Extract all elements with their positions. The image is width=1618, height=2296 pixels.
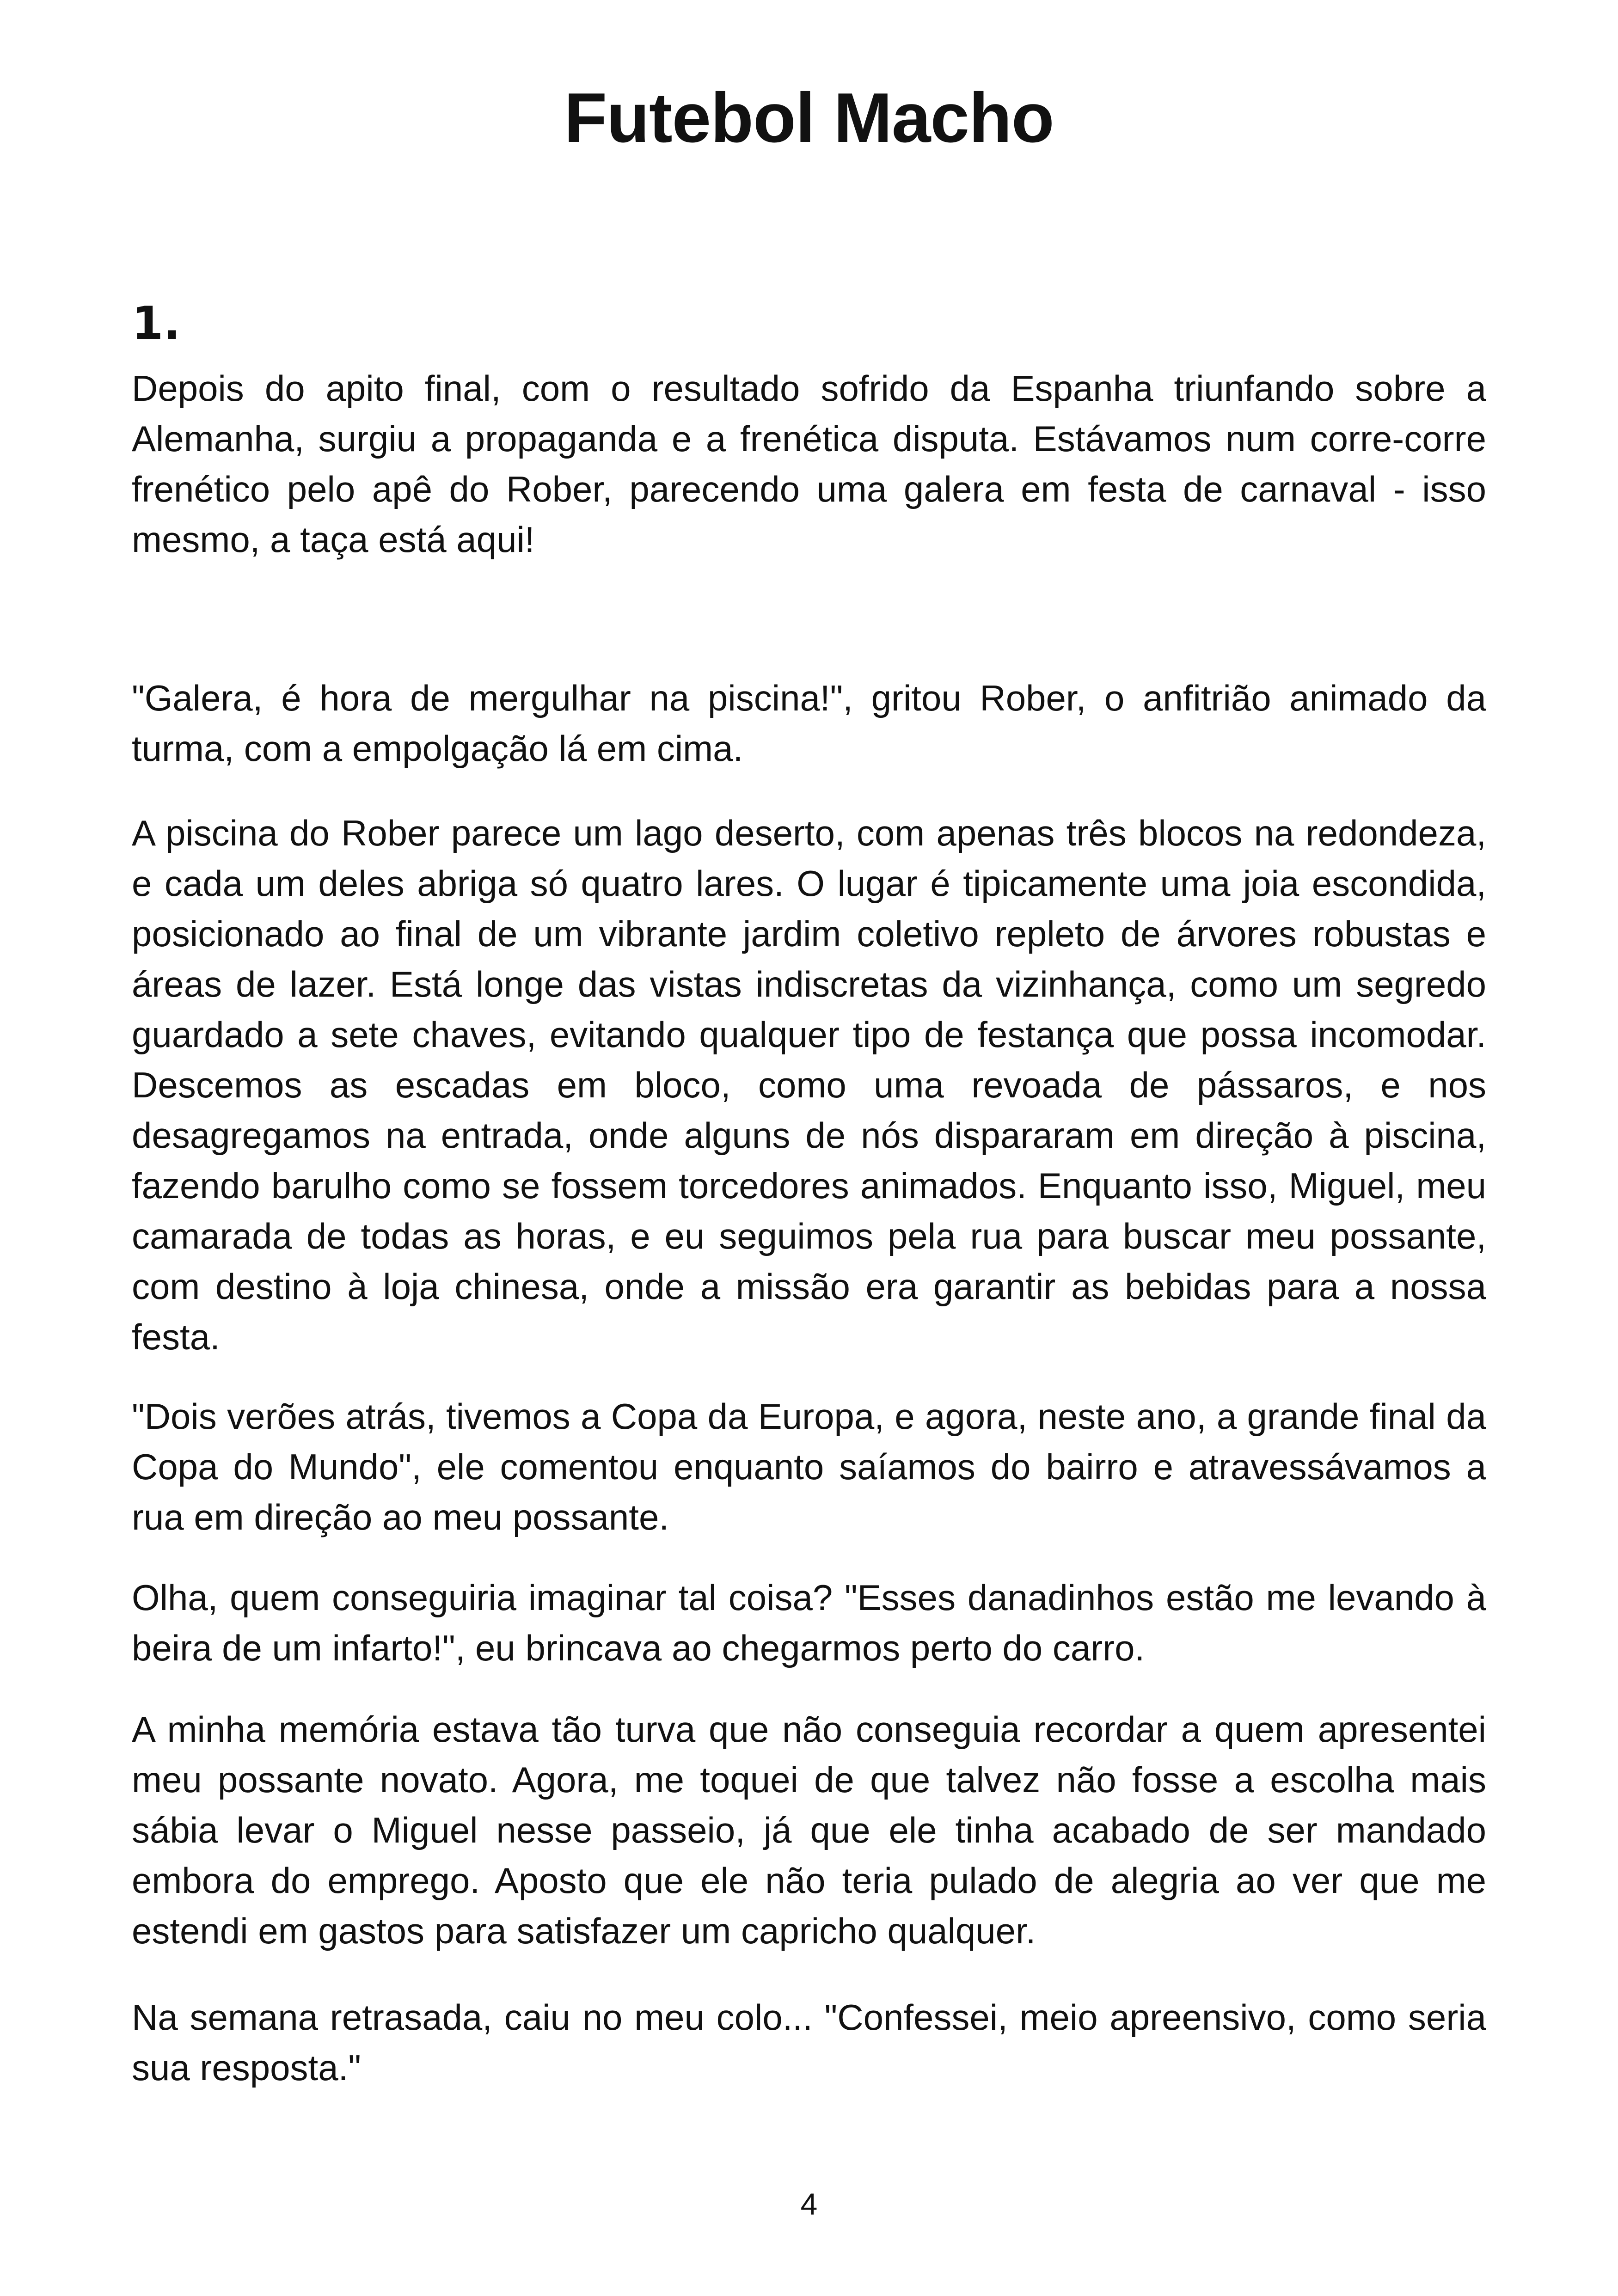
paragraph-1: Depois do apito final, com o resultado sofrido da Espanha triunfando sobre a Alemanha, surgiu a propaganda e a frenética disputa. Estávamos num corre-corre frenético pelo apê do Rober, parecendo uma galera em festa de carnaval - isso mesmo, a taça está aqui! <box>132 368 1486 560</box>
paragraph-6: A minha memória estava tão turva que não conseguia recordar a quem apresentei meu possante novato. Agora, me toquei de que talvez não fosse a escolha mais sábia levar o Miguel nesse passeio, já que ele tinha acabado de ser mandado embora do emprego. Aposto que ele não teria pulado de alegria ao ver que me estendi em gastos para satisfazer um capricho qualquer. <box>132 1709 1486 1951</box>
paragraph-3: A piscina do Rober parece um lago deserto, com apenas três blocos na redondeza, e cada um deles abriga só quatro lares. O lugar é tipicamente uma joia escondida, posicionado ao final de um vibrante jardim coletivo repleto de árvores robustas e áreas de lazer. Está longe das vistas indiscretas da vizinhança, como um segredo guardado a sete chaves, evitando qualquer tipo de festança que possa incomodar. Descemos as escadas em bloco, como uma revoada de pássaros, e nos desagregamos na entrada, onde alguns de nós dispararam em direção à piscina, fazendo barulho como se fossem torcedores animados. Enquanto isso, Miguel, meu camarada de todas as horas, e eu seguimos pela rua para buscar meu possante, com destino à loja chinesa, onde a missão era garantir as bebidas para a nossa festa. <box>132 813 1486 1357</box>
paragraph-4: "Dois verões atrás, tivemos a Copa da Europa, e agora, neste ano, a grande final da Copa do Mundo", ele comentou enquanto saíamos do bairro e atravessávamos a rua em direção ao meu possante. <box>132 1396 1486 1537</box>
document-title: Futebol Macho <box>564 79 1054 157</box>
chapter-heading: 1. <box>132 297 181 350</box>
paragraph-2: "Galera, é hora de mergulhar na piscina!", gritou Rober, o anfitrião animado da turma, com a empolgação lá em cima. <box>132 678 1486 769</box>
page-number: 4 <box>800 2187 818 2221</box>
paragraph-7: Na semana retrasada, caiu no meu colo... "Confessei, meio apreensivo, como seria sua resposta." <box>132 1997 1486 2088</box>
paragraph-5: Olha, quem conseguiria imaginar tal coisa? "Esses danadinhos estão me levando à beira de um infarto!", eu brincava ao chegarmos perto do carro. <box>132 1577 1486 1668</box>
